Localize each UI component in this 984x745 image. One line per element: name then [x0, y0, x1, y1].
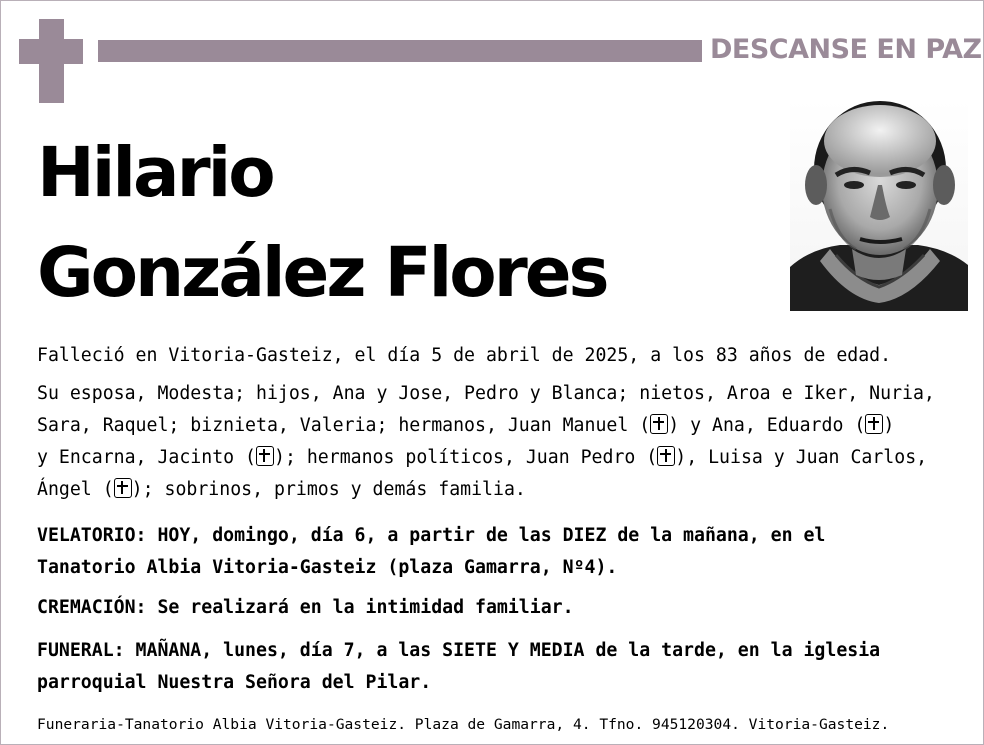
portrait-image [790, 99, 968, 311]
funeral-line: parroquial Nuestra Señora del Pilar. [37, 672, 432, 693]
family-line: y Encarna, Jacinto ( ); hermanos políticos, Juan Pedro ( ), Luisa y Juan Carlos, [37, 447, 928, 468]
funeral-home-footer: Funeraria-Tanatorio Albia Vitoria-Gasteiz. Plaza de Gamarra, 4. Tfno. 945120304. Vitoria-Gasteiz. [37, 716, 890, 733]
boxed-cross-icon [865, 414, 883, 434]
velatorio-line: Tanatorio Albia Vitoria-Gasteiz (plaza Gamarra, Nº4). [37, 557, 618, 578]
boxed-cross-icon [650, 414, 668, 434]
deceased-photo [790, 99, 968, 311]
cremacion-line: CREMACIÓN: Se realizará en la intimidad familiar. [37, 597, 574, 618]
family-line: Ángel ( ); sobrinos, primos y demás familia. [37, 479, 526, 500]
death-notice-line: Falleció en Vitoria-Gasteiz, el día 5 de abril de 2025, a los 83 años de edad. [37, 345, 892, 366]
deceased-first-name: Hilario [37, 133, 273, 213]
boxed-cross-icon [657, 446, 675, 466]
velatorio-line: VELATORIO: HOY, domingo, día 6, a partir de las DIEZ de la mañana, en el [37, 525, 826, 546]
velatorio-paragraph [37, 520, 957, 584]
cross-icon-arm [19, 39, 83, 64]
family-line: Sara, Raquel; biznieta, Valeria; hermanos, Juan Manuel ( ) y Ana, Eduardo ( ) [37, 415, 895, 436]
funeral-line: FUNERAL: MAÑANA, lunes, día 7, a las SIETE Y MEDIA de la tarde, en la iglesia [37, 640, 881, 661]
header-label: DESCANSE EN PAZ [710, 34, 982, 65]
deceased-last-name: González Flores [37, 233, 607, 313]
boxed-cross-icon [114, 478, 132, 498]
family-paragraph [37, 378, 957, 506]
family-line: Su esposa, Modesta; hijos, Ana y Jose, Pedro y Blanca; nietos, Aroa e Iker, Nuria, [37, 383, 935, 404]
funeral-paragraph [37, 635, 957, 699]
header-bar [98, 40, 702, 62]
boxed-cross-icon [256, 446, 274, 466]
